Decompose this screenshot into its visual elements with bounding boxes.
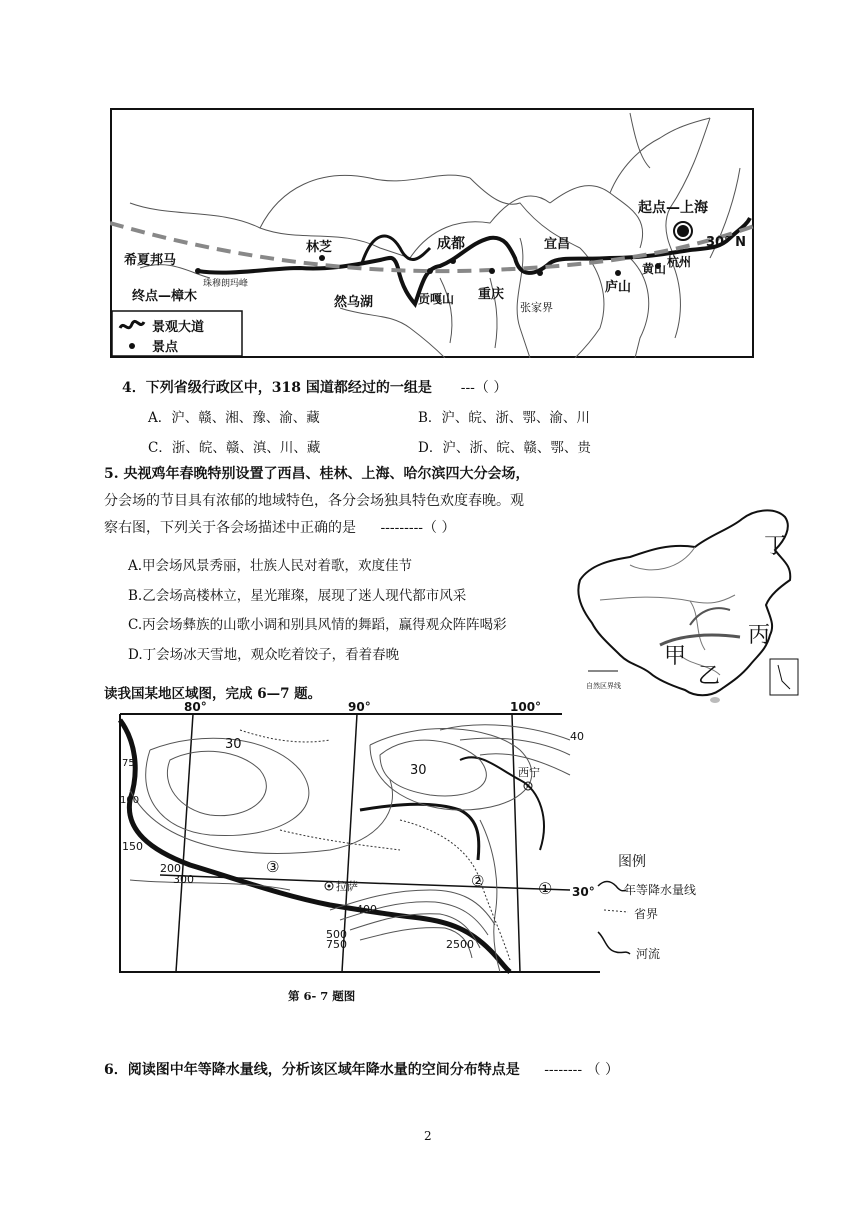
q4-stem xyxy=(122,378,507,398)
marker-2: ② xyxy=(471,872,485,890)
label-lat: 30° N xyxy=(706,235,746,250)
q5-line-3-text: 察右图，下列关于各会场描述中正确的是 xyxy=(104,520,356,536)
iso-300: 300 xyxy=(173,873,194,886)
iso-40: 40 xyxy=(570,730,584,743)
iso-500: 500 xyxy=(326,928,347,941)
q6-stem xyxy=(104,1060,619,1080)
label-zhumulangma: 珠穆朗玛峰 xyxy=(203,279,249,289)
iso-30b: 30 xyxy=(410,763,427,778)
q5-option-b: B.乙会场高楼林立，星光璀璨，展现了迷人现代都市风采 xyxy=(128,588,467,604)
iso-75: 75 xyxy=(122,758,135,769)
iso-2500: 2500 xyxy=(446,938,474,951)
label-xixiabangma: 希夏邦马 xyxy=(124,253,177,268)
q5-option-d: D.丁会场冰天雪地，观众吃着饺子，看着春晚 xyxy=(128,647,400,663)
legend-title: 图例 xyxy=(618,854,646,870)
route-318-map xyxy=(110,108,754,358)
rivers xyxy=(240,730,510,960)
map1-legend xyxy=(112,311,242,356)
iso-200: 200 xyxy=(160,862,181,875)
river-legend-icon xyxy=(598,932,630,954)
section-title: 读我国某地区域图，完成 6—7 题。 xyxy=(104,686,322,702)
route-318-map-svg xyxy=(110,108,754,358)
label-yi: 乙 xyxy=(698,664,721,689)
lat-30-label: 30° xyxy=(572,885,595,899)
page-number: 2 xyxy=(424,1129,432,1143)
q5-option-c: C.丙会场彝族的山歌小调和别具风情的舞蹈，赢得观众阵阵喝彩 xyxy=(128,617,507,633)
label-chongqing: 重庆 xyxy=(478,287,505,302)
q5-stem xyxy=(104,461,574,542)
label-chengdu: 成都 xyxy=(437,236,465,252)
q6-stem-text: 6．阅读图中年等降水量线，分析该区域年降水量的空间分布特点是 xyxy=(104,1062,520,1078)
label-ranwuhu: 然乌湖 xyxy=(334,295,374,310)
map2-legend xyxy=(598,854,696,961)
spot-legend-icon xyxy=(129,343,135,349)
precip-map xyxy=(100,700,720,980)
label-end: 终点—樟木 xyxy=(132,289,198,304)
lon-90: 90° xyxy=(348,700,371,714)
label-lushan: 庐山 xyxy=(605,280,632,295)
q5-line-3 xyxy=(104,515,574,542)
legend-spot: 景点 xyxy=(152,340,179,355)
china-legend: 自然区界线 xyxy=(586,682,621,690)
legend-border: 省界 xyxy=(634,907,659,921)
legend-river: 河流 xyxy=(636,947,661,961)
iso-30a: 30 xyxy=(225,737,242,752)
label-hangzhou: 杭州 xyxy=(667,255,692,269)
label-gongga: 贡嘎山 xyxy=(418,292,455,306)
iso-100: 100 xyxy=(120,795,140,806)
q4-answer-blank: ---（ ） xyxy=(460,380,508,396)
legend-isoline: 年等降水量线 xyxy=(624,883,697,897)
lon-80: 80° xyxy=(184,700,207,714)
city-xining: 西宁 xyxy=(518,766,540,779)
isoline-legend-icon xyxy=(598,882,626,891)
q6-answer-blank: -------- （ ） xyxy=(544,1062,619,1078)
q4-option-b: B．沪、皖、浙、鄂、渝、川 xyxy=(418,410,590,426)
city-lasa: 拉萨 xyxy=(336,880,358,893)
label-bing: 丙 xyxy=(748,623,771,648)
marker-3: ③ xyxy=(266,858,280,876)
q4-option-c: C．浙、皖、赣、滇、川、藏 xyxy=(148,440,321,456)
label-jia: 甲 xyxy=(664,644,687,669)
marker-1: ① xyxy=(538,879,553,898)
china-map xyxy=(570,505,802,715)
q5-answer-blank: ---------（ ） xyxy=(380,520,456,536)
q4-option-a: A．沪、赣、湘、豫、渝、藏 xyxy=(148,410,320,426)
iso-400: 400 xyxy=(356,903,377,916)
q4-option-d: D．沪、浙、皖、赣、鄂、贵 xyxy=(418,440,591,456)
label-huangshan: 黄山 xyxy=(642,262,667,276)
label-start: 起点—上海 xyxy=(638,200,708,216)
label-linzhi: 林芝 xyxy=(306,240,333,255)
label-zhangjiajie: 张家界 xyxy=(520,301,553,314)
iso-150: 150 xyxy=(122,840,143,853)
label-yichang: 宜昌 xyxy=(544,237,571,252)
border-legend-icon xyxy=(604,910,628,912)
q5-line-2: 分会场的节目具有浓郁的地域特色，各分会场独具特色欢度春晚。观 xyxy=(104,493,524,509)
q5-option-a: A.甲会场风景秀丽，壮族人民对着歌，欢度佳节 xyxy=(128,558,413,574)
q5-line-1: 5. 央视鸡年春晚特别设置了西昌、桂林、上海、哈尔滨四大分会场， xyxy=(104,466,530,482)
isohyets xyxy=(130,725,570,972)
label-ding: 丁 xyxy=(764,534,787,559)
lon-100: 100° xyxy=(510,700,542,714)
legend-road: 景观大道 xyxy=(152,320,205,335)
china-map-svg xyxy=(570,505,802,715)
q4-stem-text: 4．下列省级行政区中，318 国道都经过的一组是 xyxy=(122,380,432,396)
precip-map-svg xyxy=(100,700,720,980)
figure-caption: 第 6- 7 题图 xyxy=(288,989,356,1003)
iso-750: 750 xyxy=(326,938,347,951)
